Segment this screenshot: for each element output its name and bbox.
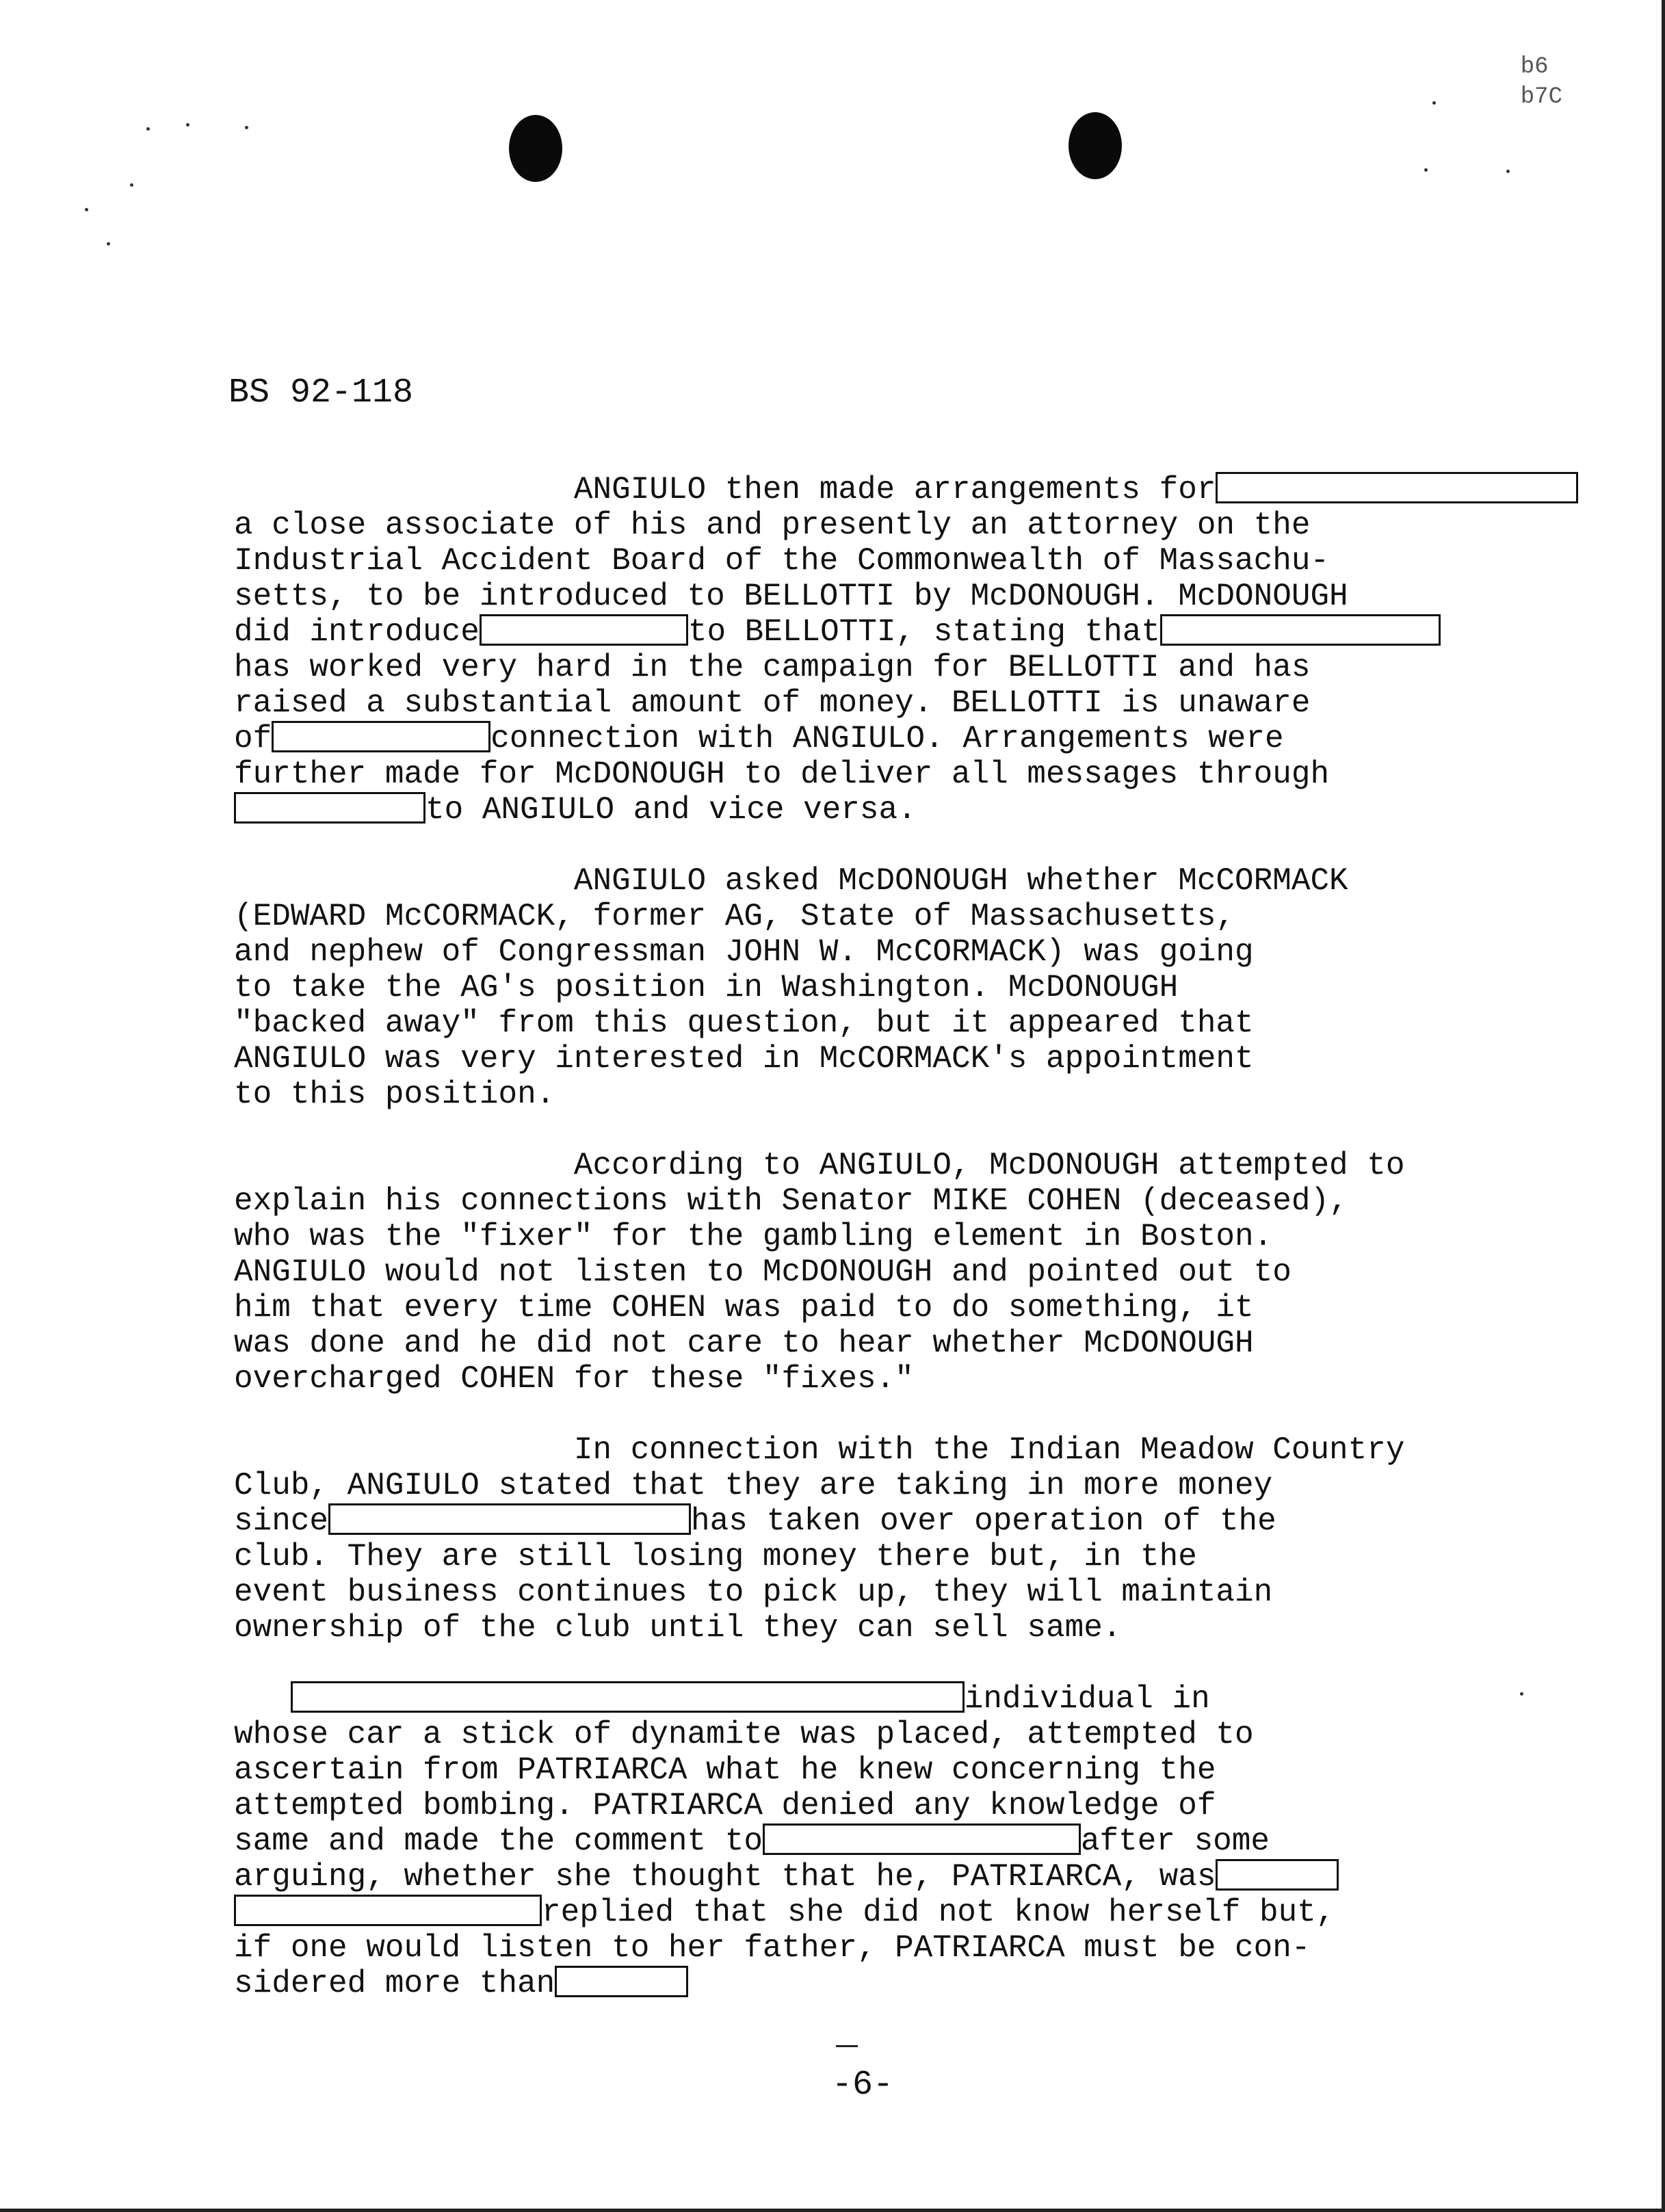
- line-text: him that every time COHEN was paid to do something, it: [234, 1290, 1254, 1326]
- line-text: Industrial Accident Board of the Commonwealth of Massachu-: [234, 543, 1330, 579]
- line-text: explain his connections with Senator MIKE COHEN (deceased),: [234, 1183, 1348, 1219]
- text-line: [234, 1752, 1506, 1788]
- paragraph: [234, 863, 1506, 1112]
- line-text: [234, 1681, 291, 1717]
- line-text: In connection with the Indian Meadow Country: [234, 1432, 1405, 1468]
- line-text: ANGIULO would not listen to McDONOUGH and pointed out to: [234, 1254, 1292, 1290]
- line-text: setts, to be introduced to BELLOTTI by McDONOUGH. McDONOUGH: [234, 579, 1348, 614]
- text-line: [234, 508, 1506, 543]
- line-text: Club, ANGIULO stated that they are taking in more money: [234, 1468, 1273, 1503]
- text-line: [234, 1077, 1506, 1112]
- scan-speck: [1506, 170, 1510, 173]
- scan-speck: [130, 183, 133, 187]
- line-text: club. They are still losing money there but, in the: [234, 1539, 1197, 1575]
- line-text: same and made the comment to: [234, 1823, 763, 1859]
- line-text: overcharged COHEN for these "fixes.": [234, 1361, 914, 1397]
- text-line: [234, 1219, 1506, 1254]
- redaction-box: [763, 1823, 1081, 1855]
- text-line: [234, 1148, 1506, 1183]
- paragraph: [234, 472, 1506, 828]
- paragraph: [234, 1681, 1506, 2001]
- page-number: -6-: [832, 2066, 894, 2105]
- text-line: [234, 579, 1506, 614]
- line-text: who was the "fixer" for the gambling element in Boston.: [234, 1219, 1273, 1254]
- line-text: ownership of the club until they can sell same.: [234, 1610, 1122, 1646]
- line-text: if one would listen to her father, PATRIARCA must be con-: [234, 1930, 1311, 1966]
- line-text: was done and he did not care to hear whether McDONOUGH: [234, 1326, 1254, 1361]
- redaction-box: [1160, 614, 1441, 646]
- line-text: did introduce: [234, 614, 480, 650]
- text-line: [234, 1503, 1506, 1539]
- line-text: attempted bombing. PATRIARCA denied any knowledge of: [234, 1788, 1216, 1823]
- text-line: [234, 721, 1506, 756]
- exemption-code-b7c: b7C: [1520, 84, 1562, 110]
- text-line: [234, 1859, 1506, 1895]
- text-line: [234, 1823, 1506, 1859]
- line-text: individual in: [964, 1681, 1210, 1717]
- redaction-box: [1216, 1859, 1339, 1891]
- text-line: [234, 650, 1506, 685]
- line-text: arguing, whether she thought that he, PATRIARCA, was: [234, 1859, 1216, 1895]
- line-text: since: [234, 1503, 329, 1539]
- exemption-code-b6: b6: [1520, 54, 1549, 80]
- line-text: a close associate of his and presently an attorney on the: [234, 508, 1311, 543]
- text-line: [234, 1610, 1506, 1646]
- scan-speck: [186, 123, 189, 127]
- text-line: [234, 685, 1506, 721]
- file-number: BS 92-118: [228, 373, 414, 412]
- scan-speck: [245, 126, 248, 129]
- line-text: and nephew of Congressman JOHN W. McCORMACK) was going: [234, 934, 1254, 970]
- text-line: [234, 970, 1506, 1005]
- text-line: [234, 1005, 1506, 1041]
- text-line: [234, 863, 1506, 899]
- text-line: [234, 756, 1506, 792]
- redaction-box: [328, 1503, 691, 1535]
- text-line: [234, 1539, 1506, 1575]
- paragraph: [234, 1432, 1506, 1646]
- scan-speck: [107, 242, 110, 246]
- text-line: [234, 1895, 1506, 1930]
- redaction-box: [234, 1895, 542, 1926]
- line-text: whose car a stick of dynamite was placed, attempted to: [234, 1717, 1254, 1752]
- line-text: after some: [1080, 1823, 1270, 1859]
- scan-speck: [1520, 1692, 1523, 1696]
- line-text: ANGIULO asked McDONOUGH whether McCORMACK: [234, 863, 1348, 899]
- text-line: [234, 1326, 1506, 1361]
- text-line: [234, 1930, 1506, 1966]
- text-line: [234, 1290, 1506, 1326]
- line-text: replied that she did not know herself but,: [542, 1895, 1335, 1930]
- scan-speck: [1424, 168, 1428, 172]
- line-text: has worked very hard in the campaign for BELLOTTI and has: [234, 650, 1311, 685]
- line-text: ascertain from PATRIARCA what he knew concerning the: [234, 1752, 1216, 1788]
- redaction-box: [555, 1966, 688, 1997]
- redaction-box: [234, 792, 425, 824]
- text-line: [234, 1717, 1506, 1752]
- text-line: [234, 1681, 1506, 1717]
- line-text: sidered more than: [234, 1966, 555, 2001]
- line-text: raised a substantial amount of money. BELLOTTI is unaware: [234, 685, 1311, 721]
- line-text: connection with ANGIULO. Arrangements were: [490, 721, 1284, 756]
- line-text: to this position.: [234, 1077, 555, 1112]
- punch-hole-left: [509, 115, 562, 182]
- line-text: "backed away" from this question, but it appeared that: [234, 1005, 1254, 1041]
- text-line: [234, 1966, 1506, 2001]
- line-text: has taken over operation of the: [691, 1503, 1276, 1539]
- redaction-box: [480, 614, 688, 646]
- line-text: event business continues to pick up, they will maintain: [234, 1575, 1273, 1610]
- text-line: [234, 1041, 1506, 1077]
- text-line: [234, 899, 1506, 934]
- line-text: ANGIULO then made arrangements for: [234, 472, 1216, 508]
- line-text: to BELLOTTI, stating that: [687, 614, 1160, 650]
- scan-speck: [146, 127, 150, 131]
- text-line: [234, 1788, 1506, 1823]
- text-line: [234, 1575, 1506, 1610]
- text-line: [234, 792, 1506, 828]
- redaction-box: [272, 721, 490, 752]
- text-line: [234, 1468, 1506, 1503]
- line-text: to ANGIULO and vice versa.: [425, 792, 917, 828]
- redaction-box: [1216, 472, 1578, 503]
- text-line: [234, 614, 1506, 650]
- page-number-mark: [836, 2045, 858, 2047]
- text-line: [234, 543, 1506, 579]
- text-line: [234, 1361, 1506, 1397]
- paragraph: [234, 1148, 1506, 1397]
- punch-hole-right: [1069, 112, 1122, 179]
- document-body: [234, 472, 1506, 2037]
- line-text: ANGIULO was very interested in McCORMACK's appointment: [234, 1041, 1254, 1077]
- exemption-codes: [1521, 52, 1562, 112]
- text-line: [234, 1183, 1506, 1219]
- text-line: [234, 934, 1506, 970]
- text-line: [234, 1254, 1506, 1290]
- text-line: [234, 472, 1506, 508]
- line-text: further made for McDONOUGH to deliver all messages through: [234, 756, 1330, 792]
- scan-speck: [1432, 101, 1436, 105]
- redaction-box: [291, 1681, 965, 1713]
- scan-speck: [85, 208, 88, 211]
- text-line: [234, 1432, 1506, 1468]
- line-text: (EDWARD McCORMACK, former AG, State of Massachusetts,: [234, 899, 1235, 934]
- line-text: According to ANGIULO, McDONOUGH attempted to: [234, 1148, 1405, 1183]
- line-text: of: [234, 721, 272, 756]
- line-text: to take the AG's position in Washington. McDONOUGH: [234, 970, 1179, 1005]
